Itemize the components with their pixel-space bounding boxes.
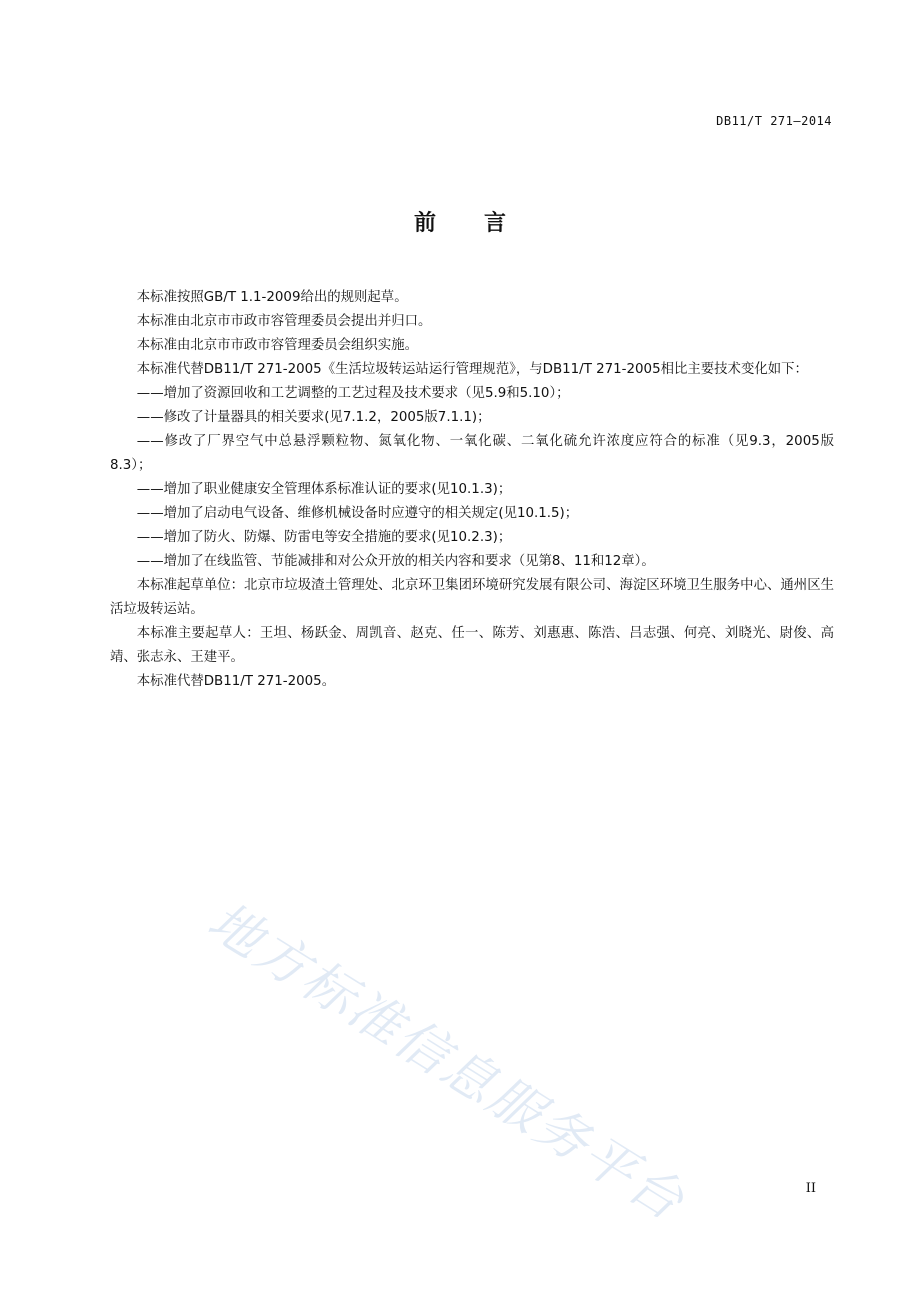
page-title: 前言	[413, 210, 554, 236]
paragraph-drafting-units: 本标准起草单位：北京市垃圾渣土管理处、北京环卫集团环境研究发展有限公司、海淀区环境卫生服务中心、通州区生活垃圾转运站。	[110, 578, 834, 617]
standard-code: DB11/T 271—2014	[716, 114, 832, 128]
list-item: ——修改了厂界空气中总悬浮颗粒物、氮氧化物、一氧化碳、二氧化硫允许浓度应符合的标准（见9.3，2005版8.3）；	[110, 434, 834, 473]
list-item: ——增加了资源回收和工艺调整的工艺过程及技术要求（见5.9和5.10）；	[136, 386, 570, 401]
paragraph-implementer: 本标准由北京市市政市容管理委员会组织实施。	[136, 338, 418, 353]
watermark: 地方标准信息服务平台	[197, 891, 696, 1234]
list-item: ——增加了在线监管、节能减排和对公众开放的相关内容和要求（见第8、11和12章）。	[136, 554, 655, 569]
paragraph-drafting-rules: 本标准按照GB/T 1.1-2009给出的规则起草。	[136, 290, 408, 305]
paragraph-drafters: 本标准主要起草人：王坦、杨跃金、周凯音、赵克、任一、陈芳、刘惠惠、陈浩、吕志强、何亮、刘晓光、尉俊、高靖、张志永、王建平。	[110, 626, 834, 665]
paragraph-supersedes: 本标准代替DB11/T 271-2005。	[136, 674, 336, 689]
list-item: ——增加了防火、防爆、防雷电等安全措施的要求(见10.2.3)；	[136, 530, 512, 545]
list-item: ——增加了职业健康安全管理体系标准认证的要求(见10.1.3)；	[136, 482, 512, 497]
foreword-body	[110, 286, 834, 694]
page-number: II	[805, 1181, 816, 1196]
list-item: ——增加了启动电气设备、维修机械设备时应遵守的相关规定(见10.1.5)；	[136, 506, 579, 521]
list-item: ——修改了计量器具的相关要求(见7.1.2，2005版7.1.1)；	[136, 410, 491, 425]
paragraph-proposer: 本标准由北京市市政市容管理委员会提出并归口。	[136, 314, 432, 329]
paragraph-replacement-changes: 本标准代替DB11/T 271-2005《生活垃圾转运站运行管理规范》，与DB11/T 271-2005相比主要技术变化如下：	[136, 362, 808, 377]
